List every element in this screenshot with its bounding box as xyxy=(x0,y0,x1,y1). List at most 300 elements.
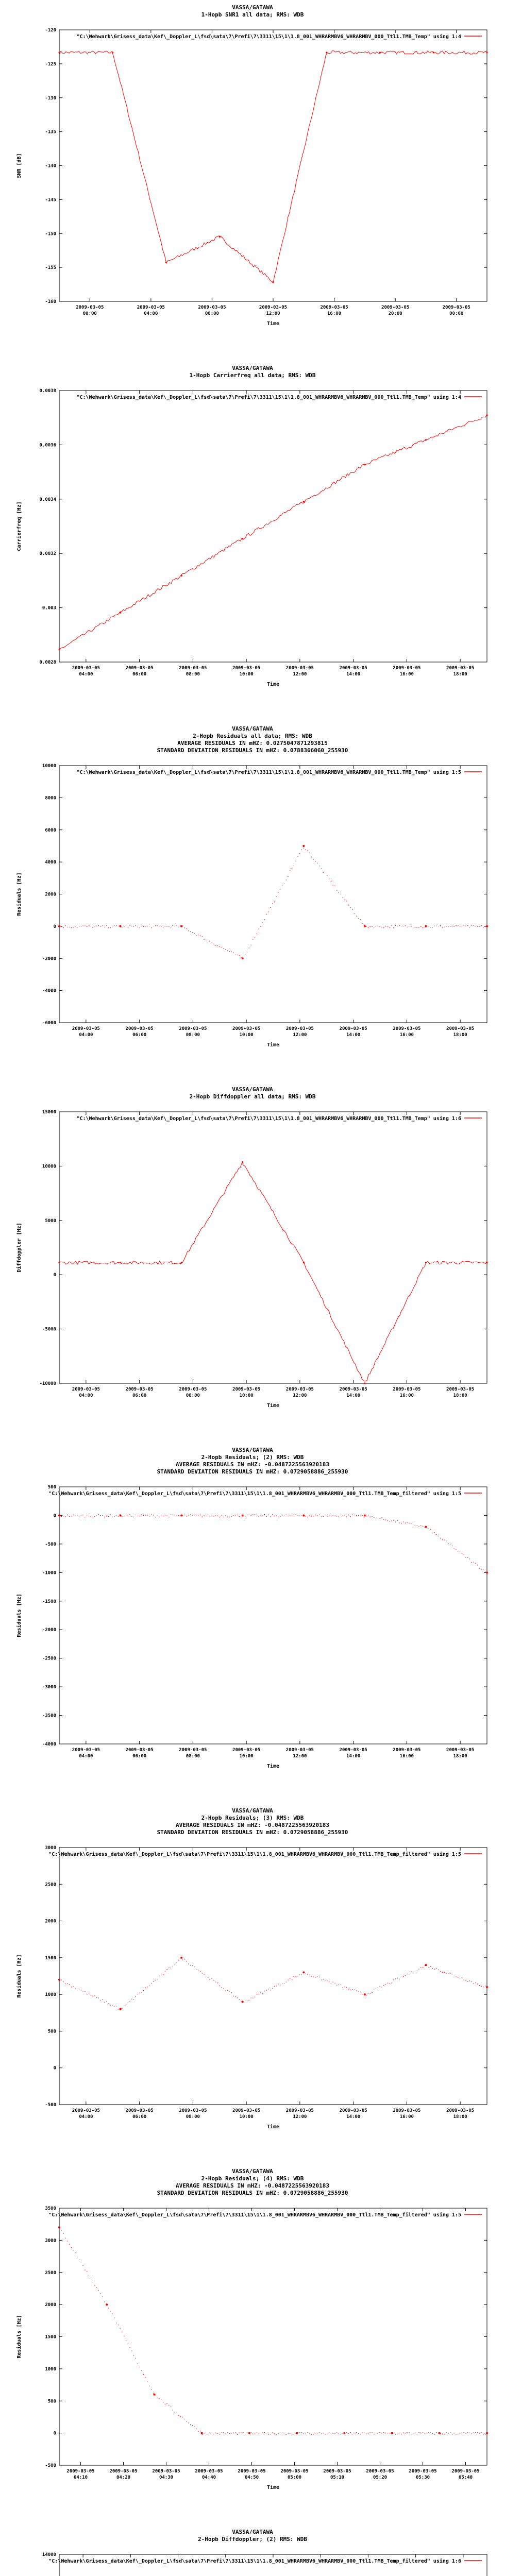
scatter-mark xyxy=(420,1967,421,1968)
scatter-mark xyxy=(229,951,230,952)
scatter-mark xyxy=(100,1515,101,1516)
scatter-mark xyxy=(297,856,298,857)
scatter-mark xyxy=(477,2432,478,2433)
x-tick-label: 2009-03-05 xyxy=(339,2108,367,2113)
scatter-mark xyxy=(166,1969,167,1970)
scatter-mark xyxy=(276,1515,277,1516)
scatter-mark xyxy=(336,890,337,891)
x-axis-label: Time xyxy=(266,1403,280,1409)
scatter-mark xyxy=(301,1515,302,1516)
y-tick-label: -10000 xyxy=(39,1381,56,1386)
x-tick-label-time: 04:30 xyxy=(159,2475,174,2480)
x-tick-label: 2009-03-05 xyxy=(232,1026,261,1031)
plot-frame xyxy=(59,2554,487,2576)
scatter-mark xyxy=(102,2296,103,2297)
scatter-mark xyxy=(217,2433,218,2434)
x-tick-label-time: 18:00 xyxy=(453,1032,467,1038)
x-tick-label: 2009-03-05 xyxy=(76,305,104,310)
scatter-mark xyxy=(63,927,64,928)
scatter-mark xyxy=(266,1516,267,1517)
x-tick-label-time: 04:40 xyxy=(201,2475,216,2480)
x-tick-label: 2009-03-05 xyxy=(393,666,421,671)
x-tick-label: 2009-03-05 xyxy=(409,2469,437,2474)
x-tick-label: 2009-03-05 xyxy=(232,2108,261,2113)
y-tick-label: 10000 xyxy=(42,764,56,769)
x-tick-label-time: 08:00 xyxy=(186,1032,200,1038)
y-tick-label: 500 xyxy=(47,2029,56,2035)
x-axis-label: Time xyxy=(266,682,280,687)
scatter-mark xyxy=(71,927,72,928)
scatter-mark xyxy=(405,1522,406,1523)
scatter-mark xyxy=(186,1961,187,1962)
scatter-mark xyxy=(67,1983,68,1984)
scatter-mark xyxy=(272,1514,273,1515)
scatter-mark xyxy=(350,907,351,908)
scatter-mark xyxy=(395,925,396,926)
scatter-mark xyxy=(481,2432,482,2433)
scatter-mark xyxy=(141,1514,142,1515)
x-tick-label-time: 16:00 xyxy=(399,1754,414,1759)
plot-frame xyxy=(59,391,487,662)
data-point xyxy=(486,1571,488,1573)
scatter-mark xyxy=(59,2226,60,2227)
chart-panel-1 xyxy=(16,4,488,327)
chart-panel-2 xyxy=(16,365,488,687)
scatter-mark xyxy=(129,925,130,926)
chart-panel-7 xyxy=(16,2168,488,2490)
scatter-mark xyxy=(334,2433,335,2434)
data-point xyxy=(201,2432,203,2434)
data-point xyxy=(303,1262,305,1263)
scatter-mark xyxy=(270,1516,271,1517)
chart-panel-5 xyxy=(16,1447,488,1769)
scatter-mark xyxy=(106,2304,107,2305)
data-point xyxy=(364,925,366,927)
x-tick-label-time: 20:00 xyxy=(388,311,402,316)
chart-subtitle: 2-Hopb Residuals; (3) RMS: WDB xyxy=(201,1815,304,1821)
scatter-mark xyxy=(225,1990,226,1991)
x-tick-label: 2009-03-05 xyxy=(72,1748,100,1753)
scatter-mark xyxy=(432,2433,433,2434)
scatter-mark xyxy=(473,2432,474,2433)
scatter-mark xyxy=(391,925,392,926)
scatter-mark xyxy=(475,2432,476,2433)
scatter-mark xyxy=(227,1516,228,1517)
x-tick-label: 2009-03-05 xyxy=(198,305,226,310)
data-point xyxy=(58,1979,60,1981)
y-axis-label: SNR [dB] xyxy=(16,153,22,178)
scatter-mark xyxy=(192,2425,193,2426)
scatter-mark xyxy=(237,2434,238,2435)
x-axis-label: Time xyxy=(266,2485,280,2490)
x-tick-label: 2009-03-05 xyxy=(320,305,348,310)
y-tick-label: 0.0034 xyxy=(39,497,56,502)
chart-subtitle: 2-Hopb Diffdoppler; (2) RMS: WDB xyxy=(198,2536,307,2543)
scatter-mark xyxy=(260,926,261,927)
scatter-mark xyxy=(252,939,253,940)
x-tick-label-time: 12:00 xyxy=(293,1032,307,1038)
y-tick-label: 1000 xyxy=(45,1992,56,1998)
scatter-mark xyxy=(252,1997,253,1998)
scatter-mark xyxy=(286,879,287,880)
scatter-mark xyxy=(334,1983,335,1984)
x-axis-label: Time xyxy=(266,1042,280,1048)
y-tick-label: 0 xyxy=(53,924,56,929)
y-tick-label: -140 xyxy=(45,163,56,169)
x-tick-label-time: 18:00 xyxy=(453,672,467,677)
scatter-mark xyxy=(420,1525,421,1526)
y-tick-label: -2000 xyxy=(42,956,56,962)
scatter-mark xyxy=(391,1982,392,1983)
scatter-mark xyxy=(301,849,302,850)
x-tick-label: 2009-03-05 xyxy=(285,1026,314,1031)
scatter-mark xyxy=(321,1516,322,1517)
scatter-mark xyxy=(182,1515,183,1516)
scatter-mark xyxy=(227,1990,228,1991)
x-tick-label-time: 06:00 xyxy=(132,1393,147,1398)
scatter-mark xyxy=(166,1515,167,1516)
data-point xyxy=(242,538,243,539)
scatter-mark xyxy=(260,1992,261,1993)
data-point xyxy=(302,845,305,847)
scatter-mark xyxy=(299,853,300,854)
x-tick-label-time: 10:00 xyxy=(239,1032,254,1038)
scatter-mark xyxy=(217,945,218,946)
scatter-mark xyxy=(110,1514,111,1515)
scatter-mark xyxy=(69,2244,70,2245)
scatter-mark xyxy=(118,1516,119,1517)
x-tick-label: 2009-03-05 xyxy=(446,1748,475,1753)
x-tick-label-time: 05:20 xyxy=(373,2475,388,2480)
x-tick-label: 2009-03-05 xyxy=(280,2469,309,2474)
scatter-mark xyxy=(110,927,111,928)
y-tick-label: 2000 xyxy=(45,892,56,897)
scatter-mark xyxy=(264,919,265,920)
scatter-mark xyxy=(186,928,187,929)
y-tick-label: 15000 xyxy=(42,1110,56,1115)
scatter-mark xyxy=(108,927,109,928)
x-tick-label: 2009-03-05 xyxy=(125,1026,154,1031)
scatter-mark xyxy=(59,1980,60,1981)
scatter-mark xyxy=(323,872,324,873)
x-tick-label-time: 05:30 xyxy=(415,2475,430,2480)
scatter-mark xyxy=(61,1516,62,1517)
x-tick-label: 2009-03-05 xyxy=(285,1748,314,1753)
scatter-mark xyxy=(323,1516,324,1517)
data-point xyxy=(486,414,487,416)
scatter-mark xyxy=(110,2311,111,2312)
scatter-mark xyxy=(63,1981,64,1982)
scatter-mark xyxy=(481,925,482,926)
x-tick-label-time: 04:10 xyxy=(73,2475,88,2480)
scatter-mark xyxy=(311,2434,312,2435)
x-tick-label-time: 14:00 xyxy=(346,672,361,677)
y-tick-label: 8000 xyxy=(45,795,56,801)
scatter-mark xyxy=(176,1515,177,1516)
scatter-mark xyxy=(391,1520,392,1521)
y-tick-label: -145 xyxy=(45,197,56,203)
scatter-mark xyxy=(192,932,193,933)
scatter-mark xyxy=(276,2434,277,2435)
scatter-mark xyxy=(153,2393,154,2394)
y-tick-label: 1500 xyxy=(45,1955,56,1961)
scatter-mark xyxy=(336,1985,337,1986)
scatter-mark xyxy=(334,1515,335,1516)
scatter-mark xyxy=(131,1516,132,1517)
scatter-mark xyxy=(473,925,474,926)
scatter-mark xyxy=(397,1520,398,1521)
y-axis-label: Carrierfreq [Hz] xyxy=(16,501,22,551)
scatter-mark xyxy=(215,1515,216,1516)
scatter-mark xyxy=(188,2422,189,2423)
scatter-mark xyxy=(350,2432,351,2433)
x-tick-label: 2009-03-05 xyxy=(285,2108,314,2113)
x-tick-label-time: 18:00 xyxy=(453,1754,467,1759)
x-tick-label-time: 16:00 xyxy=(399,672,414,677)
x-tick-label: 2009-03-05 xyxy=(366,2469,394,2474)
data-point xyxy=(181,1262,182,1263)
scatter-mark xyxy=(143,2374,144,2375)
data-point xyxy=(425,439,427,440)
scatter-mark xyxy=(348,2433,349,2434)
x-tick-label-time: 16:00 xyxy=(327,311,342,316)
scatter-mark xyxy=(383,2432,384,2433)
y-tick-label: 10000 xyxy=(42,1164,56,1170)
legend-label: "C:\Wehwark\Grisess_data\Kef\_Doppler_L\fsd\sata\7\Prefi\7\3311\15\1\1.8_001_WHRARMBV6_WHRARMBV_000_Ttl1.TMB_Temp_filtered" using 1:5 xyxy=(48,1491,461,1497)
scatter-mark xyxy=(73,1986,74,1987)
scatter-mark xyxy=(405,1975,406,1976)
scatter-mark xyxy=(100,2293,101,2294)
scatter-mark xyxy=(217,1982,218,1983)
data-point xyxy=(302,1971,305,1973)
scatter-mark xyxy=(473,1983,474,1984)
scatter-mark xyxy=(141,1992,142,1993)
data-point xyxy=(364,464,365,465)
chart-note: STANDARD DEVIATION RESIDUALS IN mHZ: 0.0729058886_255930 xyxy=(157,1829,348,1836)
plot-frame xyxy=(59,1487,487,1744)
chart-panel-4 xyxy=(16,1086,488,1409)
scatter-mark xyxy=(477,926,478,927)
data-point xyxy=(364,1514,366,1516)
y-tick-label: 0 xyxy=(53,1273,56,1278)
scatter-mark xyxy=(151,927,152,928)
x-tick-label: 2009-03-05 xyxy=(393,1748,421,1753)
legend-label: "C:\Wehwark\Grisess_data\Kef\_Doppler_L\fsd\sata\7\Prefi\7\3311\15\1\1.8_001_WHRARMBV6_WHRARMBV_000_Ttl1.TMB_Temp" using 1:4 xyxy=(76,395,461,400)
scatter-mark xyxy=(358,1991,359,1992)
scatter-mark xyxy=(192,1965,193,1966)
y-tick-label: 2000 xyxy=(45,2302,56,2308)
scatter-mark xyxy=(166,2403,167,2404)
x-tick-label: 2009-03-05 xyxy=(285,1387,314,1392)
y-tick-label: 2000 xyxy=(45,1919,56,1924)
y-tick-label: 5000 xyxy=(45,1218,56,1224)
scatter-mark xyxy=(393,1979,394,1980)
y-tick-label: -6000 xyxy=(42,1021,56,1026)
scatter-mark xyxy=(59,926,60,927)
data-point xyxy=(120,1262,121,1263)
y-tick-label: -4000 xyxy=(42,988,56,994)
x-tick-label-time: 16:00 xyxy=(399,2114,414,2120)
scatter-mark xyxy=(321,1979,322,1980)
scatter-mark xyxy=(299,2432,300,2433)
scatter-mark xyxy=(356,2432,357,2433)
scatter-mark xyxy=(143,926,144,927)
data-point xyxy=(303,501,305,502)
scatter-mark xyxy=(307,1974,308,1975)
scatter-mark xyxy=(428,2432,429,2433)
scatter-mark xyxy=(102,925,103,926)
y-tick-label: -5000 xyxy=(42,1327,56,1332)
chart-subtitle: 1-Hopb Carrierfreq all data; RMS: WDB xyxy=(189,372,316,379)
scatter-mark xyxy=(143,1990,144,1991)
x-tick-label-time: 12:00 xyxy=(266,311,280,316)
scatter-mark xyxy=(82,2265,83,2266)
data-point xyxy=(486,1262,487,1263)
y-tick-label: -135 xyxy=(45,129,56,135)
x-tick-label-time: 10:00 xyxy=(239,672,254,677)
y-tick-label: -1000 xyxy=(42,1570,56,1576)
x-tick-label: 2009-03-05 xyxy=(72,2108,100,2113)
chart-title: VASSA/GATAWA xyxy=(232,725,273,732)
scatter-mark xyxy=(358,1515,359,1516)
chart-subtitle: 2-Hopb Residuals all data; RMS: WDB xyxy=(193,733,312,739)
y-tick-label: -2500 xyxy=(42,1656,56,1662)
data-point xyxy=(58,649,60,650)
scatter-mark xyxy=(440,1971,441,1972)
series-line xyxy=(59,1163,487,1381)
x-tick-label: 2009-03-05 xyxy=(125,1387,154,1392)
scatter-mark xyxy=(434,2434,435,2435)
scatter-mark xyxy=(239,1516,240,1517)
y-tick-label: -2000 xyxy=(42,1628,56,1633)
y-tick-label: 0.0032 xyxy=(39,551,56,557)
scatter-mark xyxy=(370,2432,371,2433)
y-tick-label: -3500 xyxy=(42,1713,56,1719)
legend-label: "C:\Wehwark\Grisess_data\Kef\_Doppler_L\fsd\sata\7\Prefi\7\3311\15\1\1.8_001_WHRARMBV6_WHRARMBV_000_Ttl1.TMB_Temp_filtered" using 1:5 xyxy=(48,1852,461,1857)
chart-note: AVERAGE RESIDUALS IN mHZ: -0.0487225563920183 xyxy=(175,2182,330,2189)
legend-label: "C:\Wehwark\Grisess_data\Kef\_Doppler_L\fsd\sata\7\Prefi\7\3311\15\1\1.8_001_WHRARMBV6_WHRARMBV_000_Ttl1.TMB_Temp_filtered" using 1:5 xyxy=(48,2212,461,2218)
scatter-mark xyxy=(202,936,203,937)
x-tick-label-time: 18:00 xyxy=(453,1393,467,1398)
scatter-mark xyxy=(465,1557,466,1558)
y-tick-label: -500 xyxy=(45,2463,56,2468)
data-point xyxy=(181,575,182,577)
scatter-mark xyxy=(309,2433,310,2434)
x-tick-label: 2009-03-05 xyxy=(66,2469,95,2474)
scatter-mark xyxy=(94,1995,95,1996)
x-tick-label-time: 12:00 xyxy=(293,2114,307,2120)
scatter-mark xyxy=(202,2434,203,2435)
scatter-mark xyxy=(418,1526,419,1527)
data-point xyxy=(364,1382,365,1384)
y-axis-label: Diffdoppler [Hz] xyxy=(16,1223,22,1273)
scatter-mark xyxy=(229,2433,230,2434)
scatter-mark xyxy=(418,927,419,928)
scatter-mark xyxy=(268,2434,269,2435)
x-tick-label-time: 04:00 xyxy=(79,1393,93,1398)
data-point xyxy=(112,52,113,53)
scatter-mark xyxy=(370,926,371,927)
x-tick-label: 2009-03-05 xyxy=(381,305,410,310)
y-tick-label: 1500 xyxy=(45,2334,56,2340)
scatter-mark xyxy=(166,926,167,927)
scatter-mark xyxy=(239,955,240,956)
scatter-mark xyxy=(139,927,140,928)
y-tick-label: -125 xyxy=(45,61,56,67)
scatter-mark xyxy=(180,1515,181,1516)
scatter-mark xyxy=(301,2432,302,2433)
scatter-mark xyxy=(108,1516,109,1517)
scatter-mark xyxy=(360,919,361,920)
legend-label: "C:\Wehwark\Grisess_data\Kef\_Doppler_L\fsd\sata\7\Prefi\7\3311\15\1\1.8_001_WHRARMBV6_WHRARMBV_000_Ttl1.TMB_Temp" using 1:4 xyxy=(76,34,461,40)
x-tick-label: 2009-03-05 xyxy=(451,2469,480,2474)
scatter-mark xyxy=(467,925,468,926)
x-tick-label: 2009-03-05 xyxy=(137,305,165,310)
scatter-mark xyxy=(274,1986,275,1987)
scatter-mark xyxy=(346,1516,347,1517)
y-tick-label: 500 xyxy=(47,1485,56,1490)
y-tick-label: -3000 xyxy=(42,1685,56,1690)
x-tick-label-time: 04:00 xyxy=(79,1032,93,1038)
legend-label: "C:\Wehwark\Grisess_data\Kef\_Doppler_L\fsd\sata\7\Prefi\7\3311\15\1\1.8_001_WHRARMBV6_WHRARMBV_000_Ttl1.TMB_Temp" using 1:5 xyxy=(76,770,461,775)
y-tick-label: 6000 xyxy=(45,827,56,833)
x-tick-label: 2009-03-05 xyxy=(446,1026,475,1031)
scatter-mark xyxy=(98,1997,99,1998)
scatter-mark xyxy=(250,1997,251,1998)
scatter-mark xyxy=(346,1987,347,1988)
scatter-mark xyxy=(94,2285,95,2286)
scatter-mark xyxy=(143,1515,144,1516)
scatter-mark xyxy=(391,2433,392,2434)
data-point xyxy=(180,925,182,927)
x-tick-label: 2009-03-05 xyxy=(339,1026,367,1031)
chart-note: STANDARD DEVIATION RESIDUALS IN mHZ: 0.0729058886_255930 xyxy=(157,1468,348,1475)
scatter-mark xyxy=(321,868,322,869)
y-tick-label: 0.0038 xyxy=(39,388,56,394)
x-tick-label: 2009-03-05 xyxy=(179,1748,207,1753)
scatter-mark xyxy=(129,2347,130,2348)
y-tick-label: 3000 xyxy=(45,2238,56,2244)
scatter-mark xyxy=(444,1539,445,1540)
scatter-mark xyxy=(430,1966,431,1967)
data-point xyxy=(391,2432,393,2434)
plot-frame xyxy=(59,1112,487,1383)
scatter-mark xyxy=(432,1968,433,1969)
scatter-mark xyxy=(231,1992,232,1993)
x-tick-label: 2009-03-05 xyxy=(339,666,367,671)
scatter-mark xyxy=(202,1516,203,1517)
x-tick-label: 2009-03-05 xyxy=(446,2108,475,2113)
chart-subtitle: 2-Hopb Residuals; (2) RMS: WDB xyxy=(201,1454,304,1461)
chart-note: STANDARD DEVIATION RESIDUALS IN mHZ: 0.0729058886_255930 xyxy=(157,2190,348,2196)
data-point xyxy=(379,52,381,53)
scatter-mark xyxy=(442,1972,443,1973)
x-tick-label-time: 08:00 xyxy=(186,1393,200,1398)
x-tick-label: 2009-03-05 xyxy=(232,1387,261,1392)
scatter-mark xyxy=(272,1988,273,1989)
x-tick-label: 2009-03-05 xyxy=(442,305,470,310)
scatter-mark xyxy=(190,2424,191,2425)
scatter-mark xyxy=(428,1967,429,1968)
chart-note: AVERAGE RESIDUALS IN mHZ: 0.0275047871293815 xyxy=(177,740,328,747)
data-point xyxy=(120,612,121,614)
x-tick-label-time: 05:40 xyxy=(458,2475,473,2480)
scatter-mark xyxy=(383,1519,384,1520)
x-tick-label-time: 10:00 xyxy=(239,1393,254,1398)
scatter-mark xyxy=(395,1978,396,1979)
y-tick-label: 2500 xyxy=(45,2270,56,2276)
y-tick-label: -130 xyxy=(45,95,56,101)
